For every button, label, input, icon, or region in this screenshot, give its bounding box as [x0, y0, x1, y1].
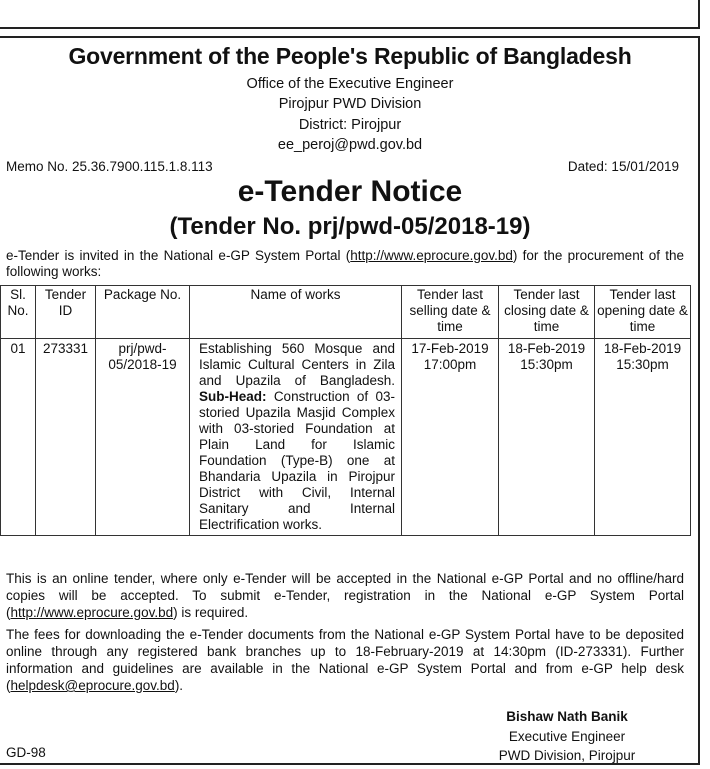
notice-heading: e-Tender Notice: [237, 175, 463, 208]
office-line: Office of the Executive Engineer: [246, 76, 454, 92]
table-header-row: [1, 286, 691, 339]
eprocure-link-2[interactable]: http://www.eprocure.gov.bd: [10, 605, 174, 620]
para2-text: The fees for downloading the e-Tender documents from the National e-GP System Portal have to be deposited online through any registered bank branches up to 18-February-2019 at 14:30pm (ID-273331). Further information and guidelines are available in the National e-GP System Portal and from e-GP help desk (: [6, 627, 684, 693]
cell-work-name: [190, 339, 402, 536]
intro-text-end: ) for the procurement of the following works:: [6, 248, 684, 279]
memo-number: Memo No. 25.36.7900.115.1.8.113: [6, 159, 213, 174]
col-header-closing: Tender last closing date & time: [499, 286, 595, 339]
para2-text-end: ).: [174, 678, 184, 693]
cell-selling: [402, 339, 499, 536]
col-header-name: Name of works: [190, 286, 402, 339]
cell-sl: 01: [1, 339, 36, 536]
cell-tender-id: 273331: [36, 339, 96, 536]
fees-paragraph: [6, 626, 684, 694]
col-header-sl: Sl. No.: [1, 286, 36, 339]
closing-time: 15:30pm: [520, 357, 573, 372]
works-table: [0, 285, 691, 536]
table-row: [1, 339, 691, 536]
division-line: Pirojpur PWD Division: [278, 96, 422, 112]
opening-time: 15:30pm: [616, 357, 669, 372]
cell-closing: [499, 339, 595, 536]
signatory-title: Executive Engineer: [508, 729, 626, 744]
subhead-label: Sub-Head:: [199, 389, 267, 404]
signatory-office: PWD Division, Pirojpur: [498, 748, 636, 763]
email-line: ee_peroj@pwd.gov.bd: [277, 137, 423, 153]
document-title: Government of the People's Republic of Bangladesh: [68, 43, 632, 69]
gd-code: GD-98: [6, 745, 46, 760]
helpdesk-email-link[interactable]: helpdesk@eprocure.gov.bd: [10, 678, 175, 693]
district-line: District: Pirojpur: [298, 117, 402, 133]
cell-package: prj/pwd-05/2018-19: [96, 339, 190, 536]
intro-paragraph: [6, 248, 684, 280]
top-border-box: [0, 0, 700, 29]
col-header-opening: Tender last opening date & time: [595, 286, 691, 339]
selling-date: 17-Feb-2019: [411, 341, 489, 356]
col-header-tender-id: Tender ID: [36, 286, 96, 339]
para1-text: This is an online tender, where only e-Tender will be accepted in the National e-GP Portal and no offline/hard copies will be accepted. To submit e-Tender, registration in the National e-GP System Portal (: [6, 571, 684, 620]
opening-date: 18-Feb-2019: [603, 341, 682, 356]
col-header-package: Package No.: [96, 286, 190, 339]
intro-text: e-Tender is invited in the National e-GP System Portal (: [6, 248, 351, 263]
eprocure-link[interactable]: http://www.eprocure.gov.bd: [350, 248, 513, 263]
subhead-text: Construction of 03-storied Upazila Masjid Complex with 03-storied Foundation at Plain Land for Islamic Foundation (Type-B) one at Bhandaria Upazila in Pirojpur District with Civil, Internal Sanitary and Internal Electrification works.: [199, 389, 395, 532]
selling-time: 17:00pm: [423, 357, 477, 372]
work-title: Establishing 560 Mosque and Islamic Cultural Centers in Zila and Upazila of Bangladesh.: [199, 341, 395, 388]
signatory-name: Bishaw Nath Banik: [506, 709, 628, 724]
col-header-selling: Tender last selling date & time: [402, 286, 499, 339]
cell-opening: [595, 339, 691, 536]
tender-number: (Tender No. prj/pwd-05/2018-19): [169, 213, 531, 240]
dated: Dated: 15/01/2019: [567, 159, 679, 174]
para1-text-end: ) is required.: [173, 605, 249, 620]
closing-date: 18-Feb-2019: [507, 341, 586, 356]
online-tender-paragraph: [6, 570, 684, 621]
